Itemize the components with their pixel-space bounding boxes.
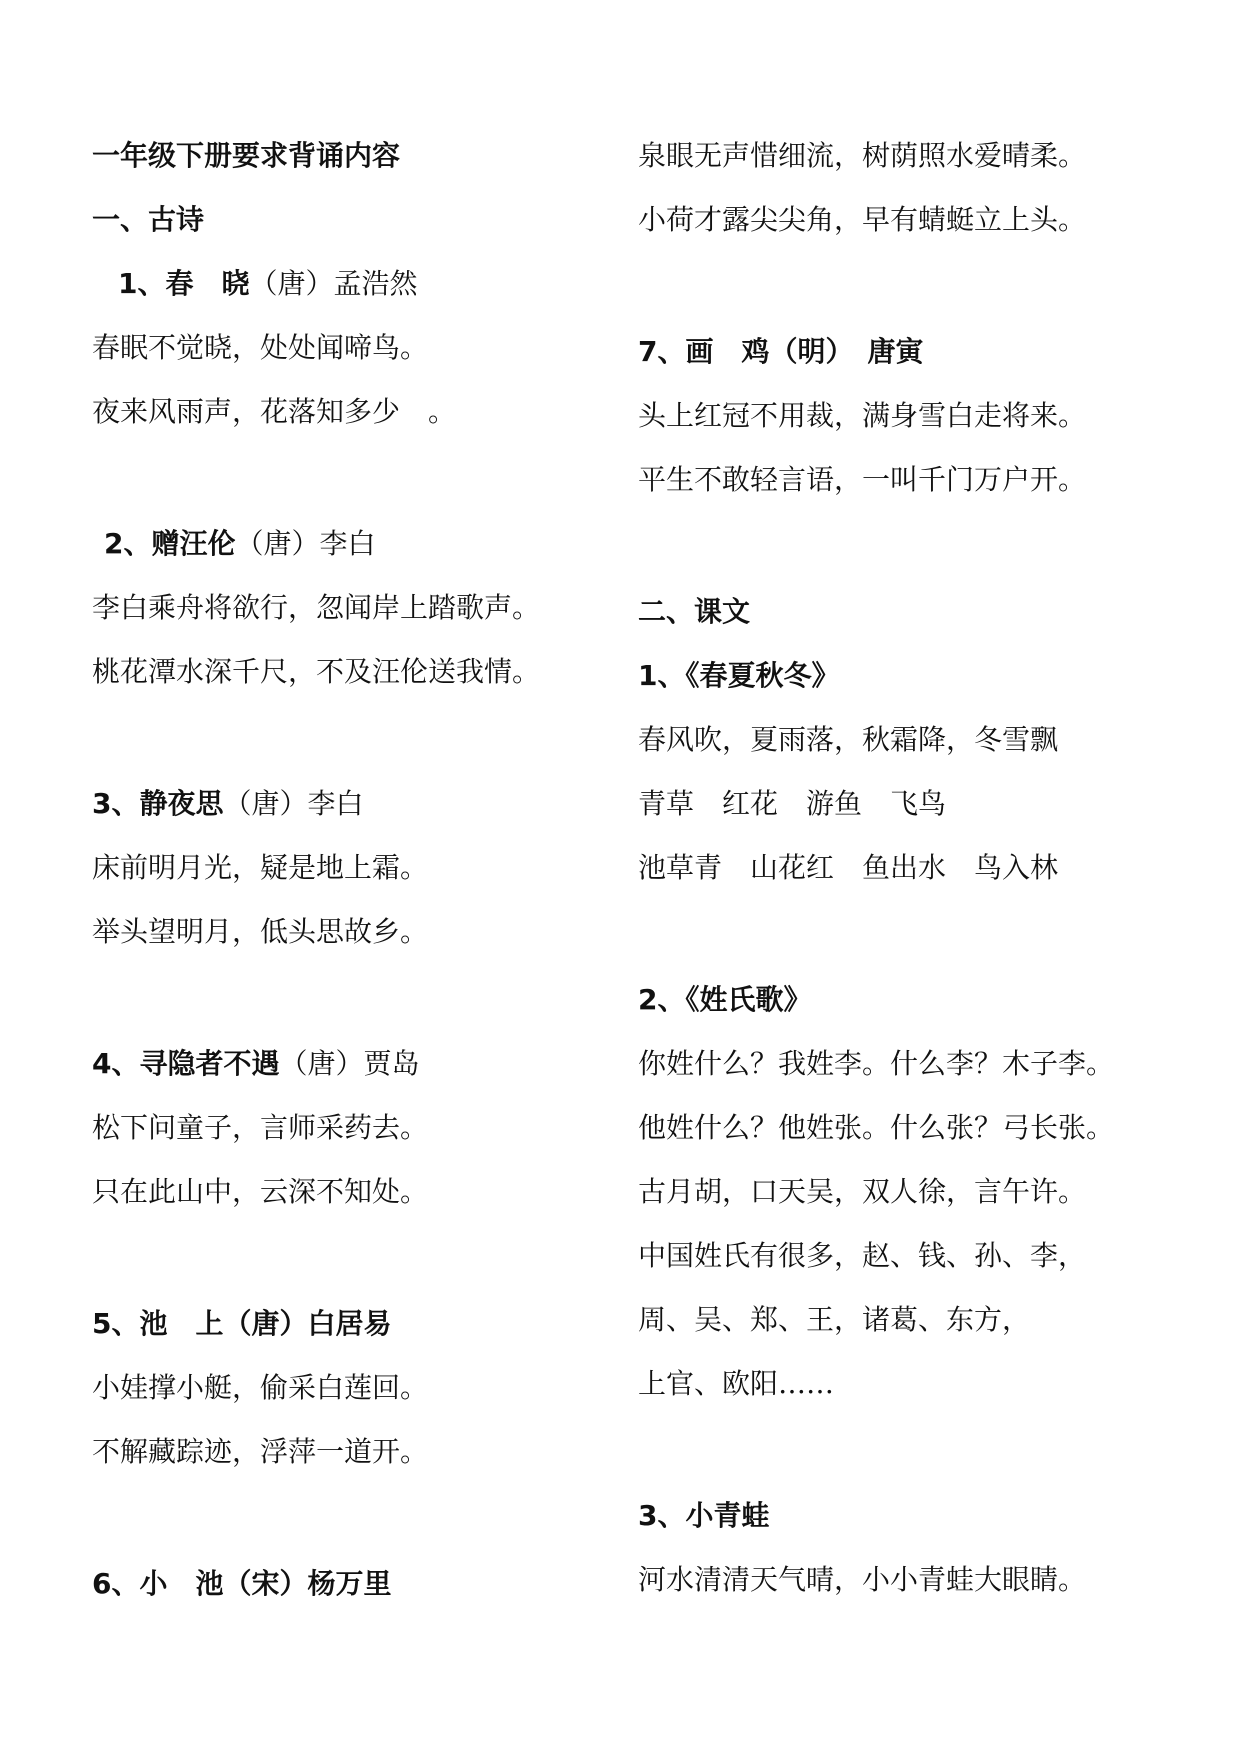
poem-line: 床前明月光，疑是地上霜。	[92, 851, 429, 884]
poem-line: 小娃撑小艇，偷采白莲回。	[92, 1371, 429, 1404]
text-title: 3、小青蛙	[638, 1499, 770, 1532]
poem-line: 举头望明月，低头思故乡。	[92, 915, 429, 948]
poem-line: 李白乘舟将欲行，忽闻岸上踏歌声。	[92, 591, 541, 624]
text-line: 古月胡，口天吴，双人徐，言午许。	[638, 1175, 1087, 1208]
text-line: 你姓什么？我姓李。什么李？木子李。	[638, 1047, 1115, 1080]
text-title: 1、《春夏秋冬》	[638, 659, 840, 692]
text-line: 他姓什么？他姓张。什么张？弓长张。	[638, 1111, 1115, 1144]
poem-meta: （唐）李白	[223, 787, 364, 820]
text-title: 2、《姓氏歌》	[638, 983, 812, 1016]
text-line: 河水清清天气晴，小小青蛙大眼睛。	[638, 1563, 1087, 1596]
poem-line: 只在此山中，云深不知处。	[92, 1175, 429, 1208]
poem-title	[92, 786, 364, 822]
text-line: 青草 红花 游鱼 飞鸟	[638, 787, 947, 820]
poem-title: 5、池 上（唐）白居易	[92, 1307, 392, 1340]
poem-line: 松下问童子，言师采药去。	[92, 1111, 429, 1144]
section-heading-texts: 二、课文	[638, 595, 751, 628]
poem-line: 桃花潭水深千尺，不及汪伦送我情。	[92, 655, 541, 688]
document-title: 一年级下册要求背诵内容	[92, 139, 401, 172]
poem-line: 春眠不觉晓，处处闻啼鸟。	[92, 331, 429, 364]
text-line: 周、吴、郑、王，诸葛、东方，	[638, 1303, 1031, 1336]
poem-title-text: 2、赠汪伦	[104, 527, 236, 560]
section-heading-poems: 一、古诗	[92, 203, 205, 236]
poem-meta: （唐）孟浩然	[249, 267, 418, 300]
text-line: 中国姓氏有很多，赵、钱、孙、李，	[638, 1239, 1087, 1272]
poem-line: 泉眼无声惜细流，树荫照水爱晴柔。	[638, 139, 1087, 172]
poem-line: 夜来风雨声，花落知多少 。	[92, 395, 457, 428]
poem-title-text: 4、寻隐者不遇	[92, 1047, 280, 1080]
poem-title: 7、画 鸡（明） 唐寅	[638, 335, 924, 368]
poem-title	[92, 1046, 420, 1082]
text-line: 春风吹，夏雨落，秋霜降，冬雪飘	[638, 723, 1059, 756]
poem-title-text: 1、春 晓	[118, 267, 250, 300]
poem-title-text: 3、静夜思	[92, 787, 224, 820]
poem-title	[104, 526, 376, 562]
poem-line: 小荷才露尖尖角，早有蜻蜓立上头。	[638, 203, 1087, 236]
text-line: 上官、欧阳……	[638, 1367, 835, 1400]
poem-meta: （唐）贾岛	[279, 1047, 420, 1080]
text-line: 池草青 山花红 鱼出水 鸟入林	[638, 851, 1059, 884]
poem-line: 平生不敢轻言语，一叫千门万户开。	[638, 463, 1087, 496]
poem-meta: （唐）李白	[235, 527, 376, 560]
poem-line: 头上红冠不用裁，满身雪白走将来。	[638, 399, 1087, 432]
poem-line: 不解藏踪迹，浮萍一道开。	[92, 1435, 429, 1468]
poem-title	[118, 266, 418, 302]
poem-title: 6、小 池（宋）杨万里	[92, 1567, 392, 1600]
